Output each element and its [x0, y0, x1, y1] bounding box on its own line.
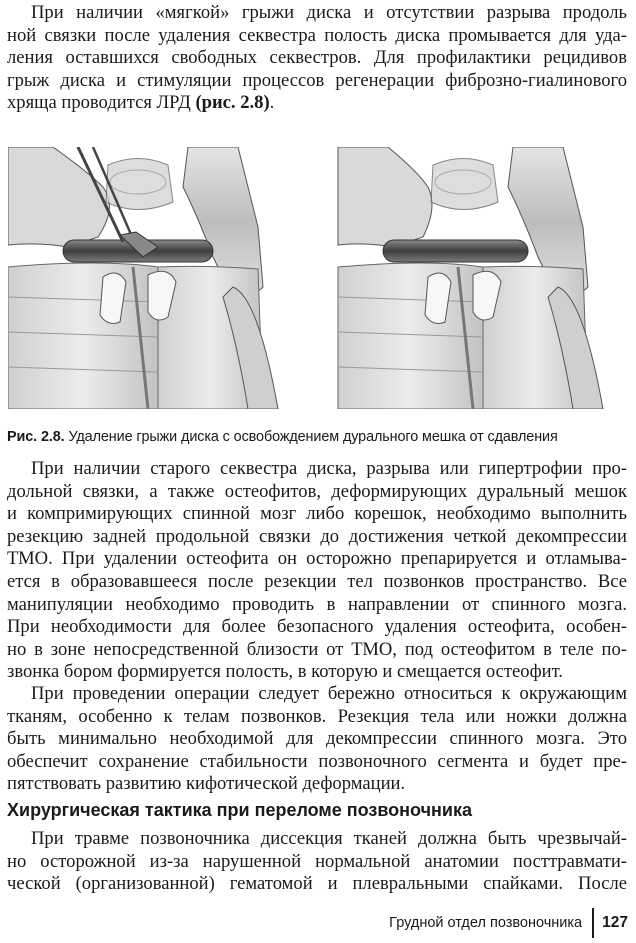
page-footer: [389, 908, 628, 938]
text-line: обеспечит сохранение стабильности позвоночного сегмента и будет пре-: [7, 750, 627, 772]
text-run: .: [269, 92, 275, 114]
text-line: ческой (организованной) гематомой и плевральными спайками. После: [7, 873, 627, 895]
spine-illustration: [8, 147, 628, 409]
figure-reference[interactable]: (рис. 2.8): [195, 92, 270, 114]
text-line: При проведении операции следует бережно относиться к окружающим: [31, 683, 627, 704]
paragraph-3: [7, 683, 627, 796]
figure-caption: [7, 429, 632, 445]
figure-2-8: [8, 147, 628, 409]
caption-text: Удаление грыжи диска с освобождением дурального мешка от сдавления: [64, 429, 558, 445]
paragraph-4: [7, 828, 627, 896]
left-panel: [8, 147, 278, 409]
text-line: но в зоне непосредственной близости от ТМО, под остеофитом в теле по-: [7, 638, 627, 660]
text-line: ется в образовавшееся после резекции тел позвонков пространство. Все: [7, 570, 627, 592]
text-line: быть минимально необходимой для декомпрессии спинного мозга. Это: [7, 728, 627, 750]
text-line: дольной связки, а также остеофитов, деформирующих дуральный мешок: [7, 480, 627, 502]
paragraph-2: [7, 458, 627, 684]
text-line: резекцию задней продольной связки до достижения четкой декомпрессии: [7, 525, 627, 547]
text-line: ления оставшихся свободных секвестров. Для профилактики рецидивов: [7, 47, 627, 69]
text-line: но осторожной из-за нарушенной нормальной анатомии посттравмати-: [7, 850, 627, 872]
text-line: манипуляции необходимо проводить в направлении от спинного мозга.: [7, 593, 627, 615]
running-title: Грудной отдел позвоночника: [389, 915, 583, 931]
text-line: При травме позвоночника диссекция тканей должна быть чрезвычай-: [31, 828, 627, 849]
right-panel: [338, 147, 603, 409]
text-line: ТМО. При удалении остеофита он осторожно препарируется и отламыва-: [7, 548, 627, 570]
text-line: [7, 92, 627, 115]
footer-divider: [592, 908, 594, 938]
figure-label: Рис. 2.8.: [7, 429, 65, 445]
paragraph-1: [7, 2, 627, 115]
section-heading: Хирургическая тактика при переломе позвоночника: [7, 800, 472, 820]
text-line: звонка бором формируется полость, в которую и смещается остеофит.: [7, 661, 563, 683]
text-line: грыж диска и стимуляции процессов регенерации фиброзно-гиалинового: [7, 69, 627, 91]
text-line: При наличии «мягкой» грыжи диска и отсутствии разрыва продоль: [31, 2, 627, 23]
text-line: пятствовать развитию кифотической деформации.: [7, 773, 406, 795]
text-line: ной связки после удаления секвестра полость диска промывается для уда-: [7, 24, 627, 46]
text-line: При необходимости для более безопасного удаления остеофита, особен-: [7, 616, 627, 638]
text-line: тканям, особенно к телам позвонков. Резекция тела или ножки должна: [7, 705, 627, 727]
text-run: хряща проводится ЛРД: [7, 92, 196, 114]
page-number: 127: [602, 914, 628, 931]
text-line: При наличии старого секвестра диска, разрыва или гипертрофии про-: [31, 458, 627, 479]
text-line: и компримирующих спинной мозг либо корешок, необходимо выполнить: [7, 503, 627, 525]
